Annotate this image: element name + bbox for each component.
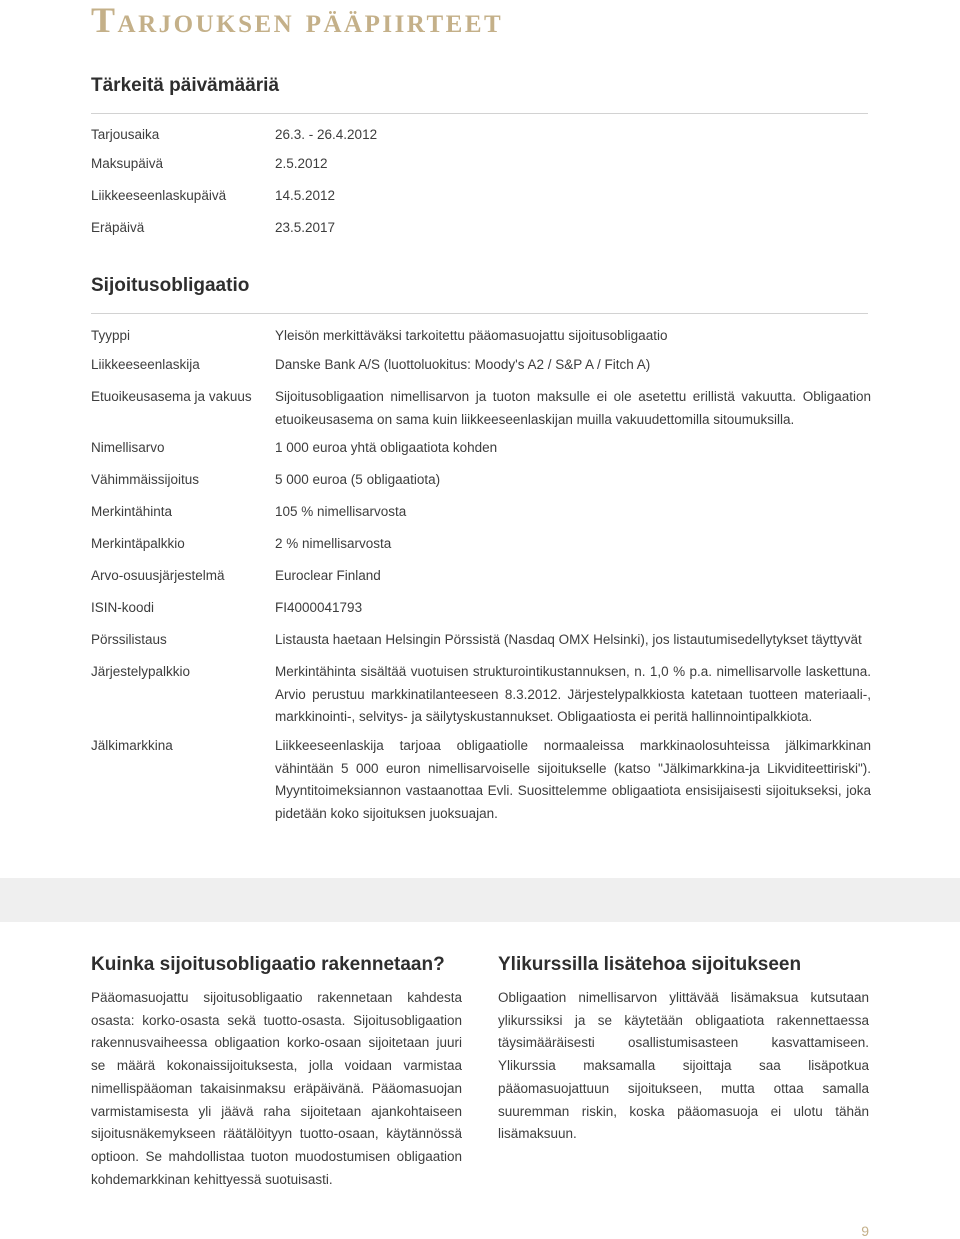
row-value: 1 000 euroa yhtä obligaatiota kohden	[275, 440, 498, 455]
row-label: Järjestelypalkkio	[91, 664, 191, 679]
row-label: Liikkeeseenlaskija	[91, 357, 200, 372]
row-value: Sijoitusobligaation nimellisarvon ja tuoton maksulle ei ole asetettu erillistä vakuutta. Obligaation etuoikeusasema on sama kuin liikkeeseenlaskijan muilla vakuudettomilla sitoumuksilla.	[275, 389, 871, 427]
date-label: Tarjousaika	[91, 127, 160, 142]
page-number: 9	[861, 1223, 869, 1239]
row-value: Danske Bank A/S (luottoluokitus: Moody's A2 / S&P A / Fitch A)	[275, 357, 651, 372]
divider	[91, 113, 868, 114]
row-label: Tyyppi	[91, 328, 131, 343]
row-value: Yleisön merkittäväksi tarkoitettu pääomasuojattu sijoitusobligaatio	[275, 328, 668, 343]
date-label: Eräpäivä	[91, 220, 145, 235]
row-label: Merkintähinta	[91, 504, 173, 519]
divider	[91, 313, 868, 314]
row-value: 5 000 euroa (5 obligaatiota)	[275, 472, 441, 487]
left-column-title: Kuinka sijoitusobligaatio rakennetaan?	[91, 954, 445, 975]
row-label: Nimellisarvo	[91, 440, 165, 455]
row-label: Etuoikeusasema ja vakuus	[91, 389, 252, 404]
row-value: 105 % nimellisarvosta	[275, 504, 407, 519]
date-label: Maksupäivä	[91, 156, 164, 171]
page-title: Tarjouksen pääpiirteet	[91, 0, 504, 40]
row-label: Pörssilistaus	[91, 632, 167, 647]
dates-heading: Tärkeitä päivämääriä	[91, 75, 280, 96]
row-label: Merkintäpalkkio	[91, 536, 185, 551]
row-value: Liikkeeseenlaskija tarjoaa obligaatiolle normaaleissa markkinaolosuhteissa jälkimarkkinan vähintään 5 000 euron nimellisarvoiselle sijoitukselle (katso "Jälkimarkkina-ja Likviditeettiriski"). Myyntitoimeksiannon vastaanottaa Evli. Suosittelemme obligaatiota ensisijaisesti sijoitukseksi, joka pidetään koko sijoituksen juoksuajan.	[275, 738, 871, 821]
gray-band	[0, 878, 960, 922]
right-column-title: Ylikurssilla lisätehoa sijoitukseen	[498, 954, 802, 975]
row-label: Arvo-osuusjärjestelmä	[91, 568, 225, 583]
right-column-text: Obligaation nimellisarvon ylittävää lisämaksua kutsutaan ylikurssiksi ja se käytetään obligaatiota rakennettaessa täysimääräisesti osallistumisasteen kasvattamiseen. Ylikurssia maksamalla sijoittaja saa lisäpotkua pääomasuojattuun sijoitukseen, mutta ottaa samalla suuremman riskin, koska pääomasuoja ei ulotu tähän lisämaksuun.	[498, 990, 869, 1142]
bond-heading: Sijoitusobligaatio	[91, 275, 250, 296]
date-label: Liikkeeseenlaskupäivä	[91, 188, 227, 203]
date-value: 26.3. - 26.4.2012	[275, 127, 378, 142]
row-label: Vähimmäissijoitus	[91, 472, 200, 487]
row-label: Jälkimarkkina	[91, 738, 173, 753]
date-value: 14.5.2012	[275, 188, 336, 203]
date-value: 23.5.2017	[275, 220, 336, 235]
row-value: Euroclear Finland	[275, 568, 381, 583]
row-value: Listausta haetaan Helsingin Pörssistä (Nasdaq OMX Helsinki), jos listautumisedellytykset täyttyvät	[275, 632, 862, 647]
row-value: FI4000041793	[275, 600, 363, 615]
row-value: 2 % nimellisarvosta	[275, 536, 392, 551]
date-value: 2.5.2012	[275, 156, 328, 171]
left-column-text: Pääomasuojattu sijoitusobligaatio rakennetaan kahdesta osasta: korko-osasta sekä tuotto-osasta. Sijoitusobligaation rakennusvaiheessa obligaation korko-osaan sijoitetaan juuri se määrä kokonaissijoituksesta, jolla voidaan varmistaa nimellispääoman takaisinmaksu eräpäivänä. Pääomasuojan varmistamisesta yli jäävä raha sijoitetaan ajankohtaiseen sijoitusnäkemykseen räätälöityyn tuotto-osaan, käytännössä optioon. Se mahdollistaa tuoton muodostumisen obligaation kohdemarkkinan kehittyessä suotuisasti.	[91, 990, 462, 1187]
row-value: Merkintähinta sisältää vuotuisen strukturointikustannuksen, n. 1,0 % p.a. nimellisarvolle laskettuna. Arvio perustuu markkinatilanteeseen 8.3.2012. Järjestelypalkkiosta katetaan tuotteen materiaali-, markkinointi-, selvitys- ja säilytyskustannukset. Obligaatiosta ei peritä hallinnointipalkkiota.	[275, 664, 871, 724]
row-label: ISIN-koodi	[91, 600, 155, 615]
